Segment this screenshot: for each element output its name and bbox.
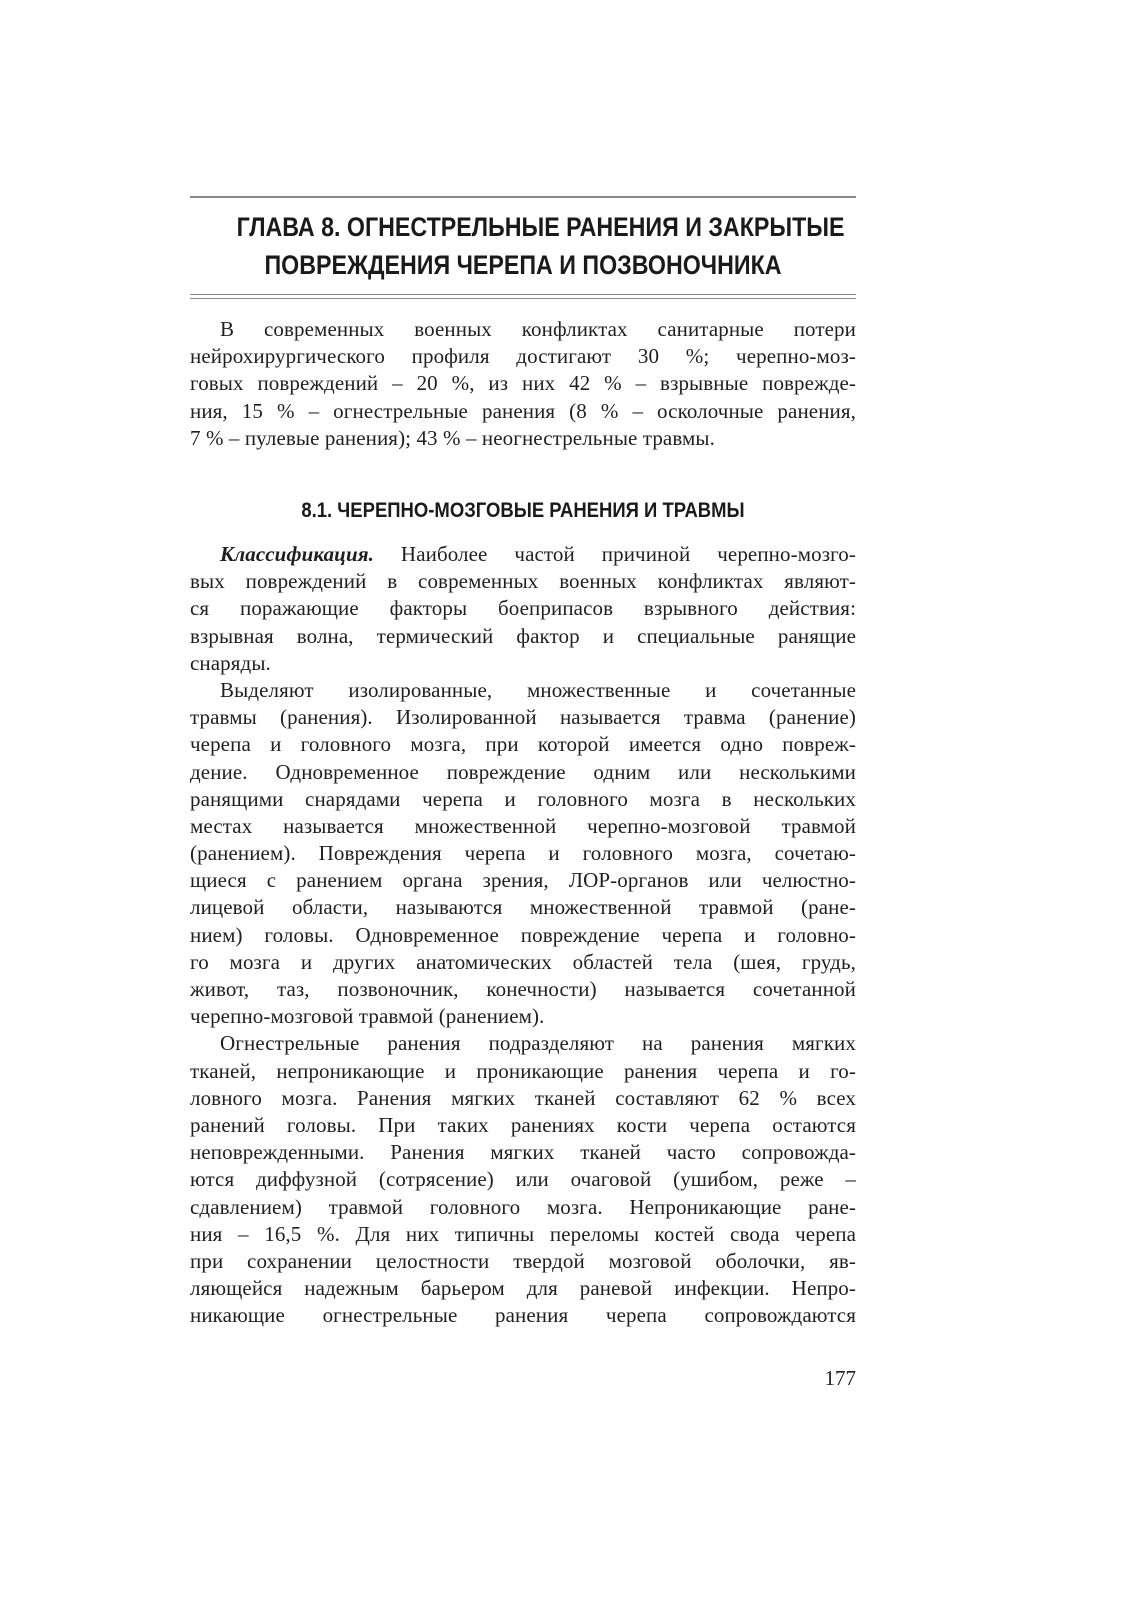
- classification-first-line-text: Наиболее частой причиной черепно-мозго-: [374, 542, 856, 566]
- body-line: местах называется множественной черепно-мозговой травмой: [190, 813, 856, 838]
- body-line: снаряды.: [190, 650, 271, 675]
- body-line: Огнестрельные ранения подразделяют на ранения мягких: [220, 1031, 856, 1056]
- body-line: черепно-мозговой травмой (ранением).: [190, 1004, 545, 1029]
- body-line: тканей, непроникающие и проникающие ранения черепа и го-: [190, 1058, 856, 1083]
- intro-line: В современных военных конфликтах санитарные потери: [220, 317, 856, 341]
- chapter-bottom-rule: [190, 294, 856, 299]
- chapter-title-line-2: ПОВРЕЖДЕНИЯ ЧЕРЕПА И ПОЗВОНОЧНИКА: [264, 250, 782, 280]
- body-line: ляющейся надежным барьером для раневой инфекции. Непро-: [190, 1276, 856, 1301]
- classification-first-line: [190, 541, 856, 568]
- body-line: живот, таз, позвоночник, конечности) называется сочетанной: [190, 977, 856, 1001]
- body-text: [190, 541, 856, 1329]
- intro-line: говых повреждений – 20 %, из них 42 % – взрывные поврежде-: [190, 371, 856, 396]
- intro-line: нейрохирургического профиля достигают 30 %; черепно-моз-: [190, 344, 856, 369]
- chapter-top-rule: [190, 196, 856, 198]
- chapter-title: [236, 208, 845, 284]
- body-line: никающие огнестрельные ранения черепа сопровождаются: [190, 1303, 856, 1328]
- body-line: взрывная волна, термический фактор и специальные ранящие: [190, 623, 856, 648]
- body-line: ранений головы. При таких ранениях кости черепа остаются: [190, 1112, 856, 1137]
- body-line: вых повреждений в современных военных конфликтах являют-: [190, 569, 856, 594]
- body-line: лицевой области, называются множественной травмой (ране-: [190, 895, 856, 920]
- body-line: ловного мозга. Ранения мягких тканей составляют 62 % всех: [190, 1085, 856, 1110]
- body-line: Выделяют изолированные, множественные и сочетанные: [220, 677, 856, 702]
- body-line: дение. Одновременное повреждение одним или несколькими: [190, 759, 856, 784]
- body-line: ранящими снарядами черепа и головного мозга в нескольких: [190, 786, 856, 811]
- body-line: ния – 16,5 %. Для них типичны переломы костей свода черепа: [190, 1221, 856, 1246]
- body-line: травмы (ранения). Изолированной называется травма (ранение): [190, 705, 856, 730]
- body-line: щиеся с ранением органа зрения, ЛОР-органов или челюстно-: [190, 868, 856, 893]
- body-line: ся поражающие факторы боеприпасов взрывного действия:: [190, 596, 856, 621]
- chapter-title-line-1: ГЛАВА 8. ОГНЕСТРЕЛЬНЫЕ РАНЕНИЯ И ЗАКРЫТЫЕ: [236, 212, 845, 242]
- classification-run-in-heading: Классификация.: [220, 542, 374, 566]
- body-line: нием) головы. Одновременное повреждение черепа и головно-: [190, 922, 856, 947]
- body-line: ются диффузной (сотрясение) или очаговой (ушибом, реже –: [190, 1167, 856, 1192]
- body-line: сдавлением) травмой головного мозга. Непроникающие ране-: [190, 1194, 856, 1219]
- body-line: (ранением). Повреждения черепа и головного мозга, сочетаю-: [190, 841, 856, 866]
- section-title: 8.1. ЧЕРЕПНО-МОЗГОВЫЕ РАНЕНИЯ И ТРАВМЫ: [301, 499, 745, 522]
- intro-line: 7 % – пулевые ранения); 43 % – неогнестрельные травмы.: [190, 425, 715, 450]
- body-line: черепа и головного мозга, при которой имеется одно повреж-: [190, 732, 856, 757]
- intro-paragraph: [190, 316, 856, 452]
- intro-line: ния, 15 % – огнестрельные ранения (8 % – осколочные ранения,: [190, 398, 856, 423]
- body-line: при сохранении целостности твердой мозговой оболочки, яв-: [190, 1248, 856, 1273]
- page-number: 177: [824, 1366, 856, 1390]
- body-line: неповрежденными. Ранения мягких тканей часто сопровожда-: [190, 1140, 856, 1165]
- body-line: го мозга и других анатомических областей тела (шея, грудь,: [190, 949, 856, 974]
